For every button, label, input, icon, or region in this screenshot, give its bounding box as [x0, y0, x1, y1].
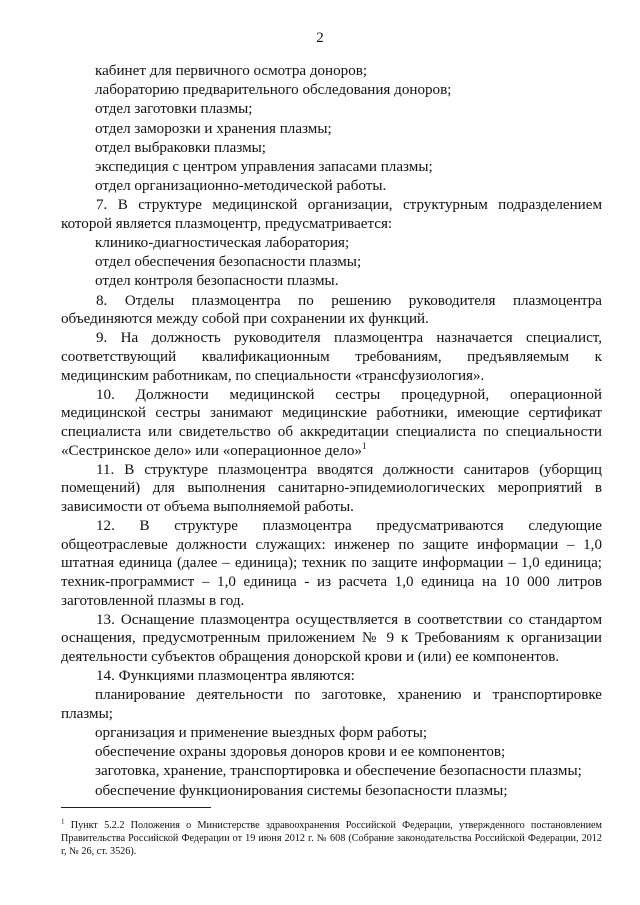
list-item: экспедиция с центром управления запасами плазмы; — [95, 158, 433, 175]
list-item: организация и применение выездных форм работы; — [95, 725, 428, 742]
paragraph-9: 9. На должность руководителя плазмоцентра назначается специалист, соответствующий квалификационным требованиям, предъявляемым к медицинским работникам, по специальности «трансфузиология». — [61, 330, 602, 384]
paragraph-14: 14. Функциями плазмоцентра являются: — [96, 668, 355, 685]
list-item: кабинет для первичного осмотра доноров; — [95, 63, 368, 79]
paragraph-11: 11. В структуре плазмоцентра вводятся должности санитаров (уборщиц помещений) для выполнения санитарно-эпидемиологических мероприятий в зависимости от объема выполняемой работы. — [61, 461, 602, 515]
paragraph-12: 12. В структуре плазмоцентра предусматриваются следующие общеотраслевые должности служащих: инженер по защите информации – 1,0 штатная единица (далее – единица); техник по защите информации – 1,0 единица; техник-программист – 1,0 единица - из расчета 1,0 единица на 10 000 литров заготовленной плазмы в год. — [61, 518, 602, 609]
list-item: заготовка, хранение, транспортировка и обеспечение безопасности плазмы; — [95, 763, 582, 780]
footnote — [61, 819, 602, 859]
list-item: отдел контроля безопасности плазмы. — [95, 273, 339, 290]
list-item: отдел обеспечения безопасности плазмы; — [95, 254, 362, 271]
document-body — [61, 62, 602, 801]
list-item: отдел заготовки плазмы; — [95, 101, 253, 118]
list-item: обеспечение охраны здоровья доноров крови и ее компонентов; — [95, 744, 506, 761]
list-item: планирование деятельности по заготовке, хранению и транспортировке плазмы; — [61, 687, 602, 722]
footnote-divider — [61, 807, 211, 808]
list-item: отдел выбраковки плазмы; — [95, 139, 266, 156]
paragraph-7: 7. В структуре медицинской организации, структурным подразделением которой является плазмоцентр, предусматривается: — [61, 197, 602, 232]
paragraph-10 — [61, 386, 602, 460]
paragraph-13: 13. Оснащение плазмоцентра осуществляется в соответствии со стандартом оснащения, предусмотренным приложением № 9 к Требованиям к организации деятельности субъектов обращения донорской крови и (или) ее компонентов. — [61, 611, 602, 665]
list-item: лабораторию предварительного обследования доноров; — [95, 82, 452, 99]
paragraph-8: 8. Отделы плазмоцентра по решению руководителя плазмоцентра объединяются между собой при сохранении их функций. — [61, 292, 602, 328]
list-item: клинико-диагностическая лаборатория; — [95, 235, 350, 252]
page-number: 2 — [316, 30, 324, 46]
list-item: отдел заморозки и хранения плазмы; — [95, 120, 332, 137]
footnote-reference: 1 — [361, 440, 367, 451]
list-item: обеспечение функционирования системы безопасности плазмы; — [95, 782, 508, 799]
footnote-mark: 1 — [61, 817, 65, 826]
footnote-text: Пункт 5.2.2 Положения о Министерстве здравоохранения Российской Федерации, утвержденного постановлением Правительства Российской Федерации от 19 июня 2012 г. № 608 (Собрание законодательства Российской Федерации, 2012 г, № 26, ст. 3526). — [61, 820, 602, 858]
list-item: отдел организационно-методической работы. — [95, 178, 387, 195]
paragraph-10-text: 10. Должности медицинской сестры процедурной, операционной медицинской сестры занимают медицинские работники, имеющие сертификат специалиста или свидетельство об аккредитации специалиста по специальности «Сестринское дело» или «операционное дело» — [61, 386, 602, 459]
